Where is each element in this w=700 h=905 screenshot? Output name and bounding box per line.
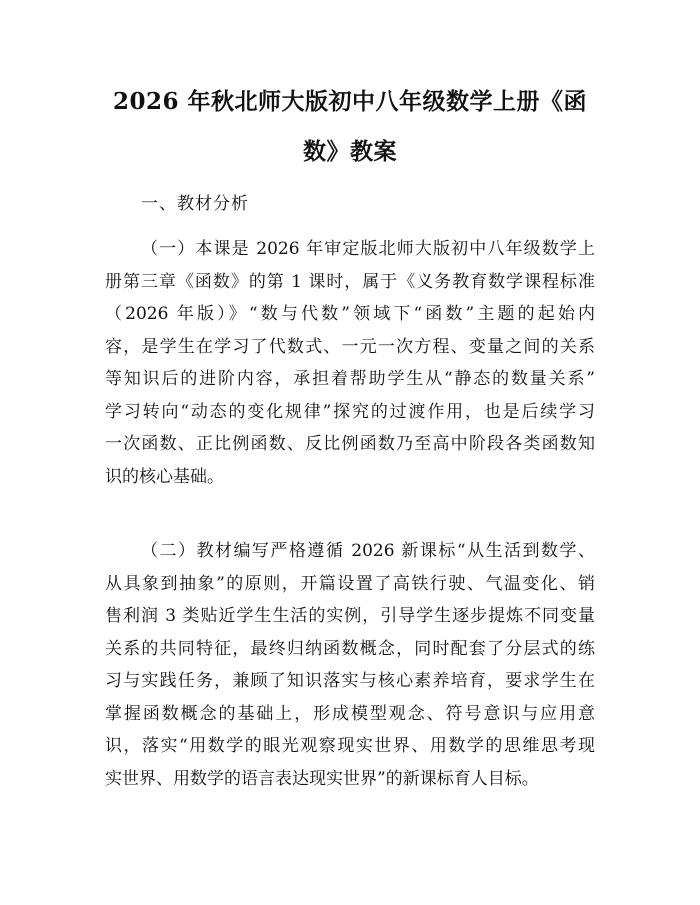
document-title-line-1: 2026 年秋北师大版初中八年级数学上册《函 (112, 88, 588, 115)
paragraph-line: （2026 年版）》“数与代数”领域下“函数”主题的起始内 (105, 304, 595, 324)
paragraph-line: 习与实践任务，兼顾了知识落实与核心素养培育，要求学生在 (105, 671, 595, 691)
paragraph-line: 容，是学生在学习了代数式、一元一次方程、变量之间的关系 (105, 336, 595, 357)
paragraph-line: 关系的共同特征，最终归纳函数概念，同时配套了分层式的练 (105, 638, 595, 659)
paragraph-line: 等知识后的进阶内容，承担着帮助学生从“静态的数量关系” (105, 369, 595, 389)
paragraph-line: 从具象到抽象”的原则，开篇设置了高铁行驶、气温变化、销 (105, 573, 595, 594)
paragraph-2 (105, 535, 595, 795)
paragraph-line: 售利润 3 类贴近学生生活的实例，引导学生逐步提炼不同变量 (105, 606, 595, 626)
paragraph-1 (105, 233, 595, 493)
paragraph-line: 册第三章《函数》的第 1 课时，属于《义务教育数学课程标准 (105, 271, 595, 292)
paragraph-line: 识，落实“用数学的眼光观察现实世界、用数学的思维思考现 (105, 736, 595, 756)
paragraph-line: 实世界、用数学的语言表达现实世界”的新课标育人目标。 (105, 768, 539, 789)
paragraph-line: （一）本课是 2026 年审定版北师大版初中八年级数学上 (141, 239, 595, 259)
paragraph-line: 识的核心基础。 (105, 466, 224, 487)
paragraph-line: （二）教材编写严格遵循 2026 新课标“从生活到数学、 (141, 541, 595, 561)
paragraph-line: 掌握函数概念的基础上，形成模型观念、符号意识与应用意 (105, 703, 595, 724)
document-title-line-2: 数》教案 (303, 138, 397, 165)
paragraph-line: 学习转向“动态的变化规律”探究的过渡作用，也是后续学习 (105, 401, 595, 422)
paragraph-line: 一次函数、正比例函数、反比例函数乃至高中阶段各类函数知 (105, 434, 595, 454)
section-heading: 一、教材分析 (141, 194, 249, 214)
